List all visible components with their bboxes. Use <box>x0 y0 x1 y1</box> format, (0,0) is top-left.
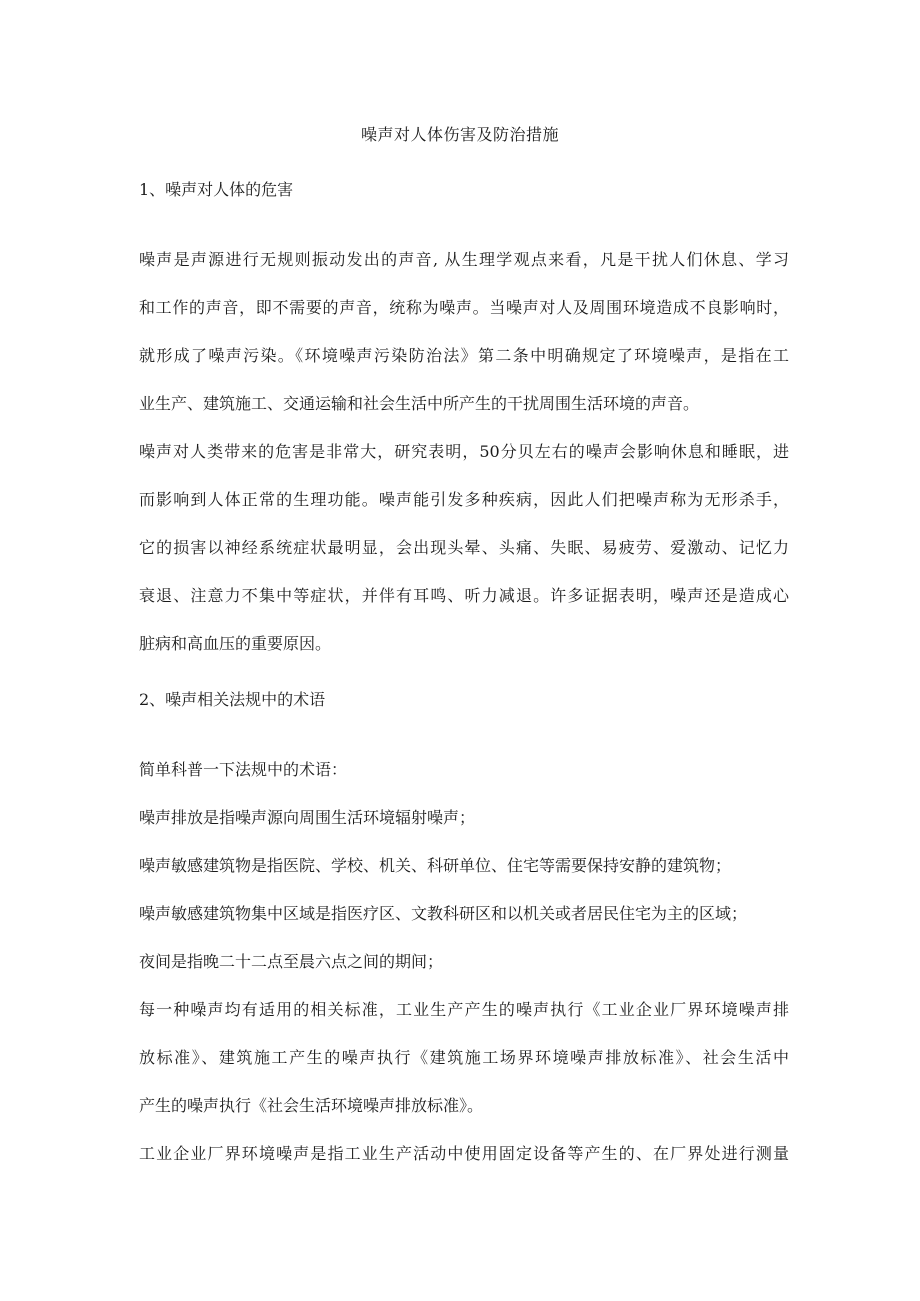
paragraph-line: 而影响到人体正常的生理功能。噪声能引发多种疾病，因此人们把噪声称为无形杀手， <box>139 490 789 509</box>
paragraph-line: 衰退、注意力不集中等症状，并伴有耳鸣、听力减退。许多证据表明，噪声还是造成心 <box>139 586 789 605</box>
section-1-heading: 1、噪声对人体的危害 <box>139 180 294 199</box>
paragraph-line: 噪声对人类带来的危害是非常大，研究表明，50分贝左右的噪声会影响休息和睡眠，进 <box>139 442 789 461</box>
definition-line: 噪声敏感建筑物集中区域是指医疗区、文教科研区和以机关或者居民住宅为主的区域； <box>139 904 748 923</box>
paragraph-line: 脏病和高血压的重要原因。 <box>139 634 332 653</box>
paragraph-line: 和工作的声音，即不需要的声音，统称为噪声。当噪声对人及周围环境造成不良影响时， <box>139 298 789 317</box>
paragraph-line: 工业企业厂界环境噪声是指工业生产活动中使用固定设备等产生的、在厂界处进行测量 <box>139 1144 789 1163</box>
document-title: 噪声对人体伤害及防治措施 <box>360 125 559 144</box>
paragraph-line: 业生产、建筑施工、交通运输和社会生活中所产生的干扰周围生活环境的声音。 <box>139 394 700 413</box>
paragraph-line: 每一种噪声均有适用的相关标准，工业生产产生的噪声执行《工业企业厂界环境噪声排 <box>139 1000 789 1019</box>
section-2-heading: 2、噪声相关法规中的术语 <box>139 690 326 709</box>
definition-line: 夜间是指晚二十二点至晨六点之间的期间； <box>139 952 444 971</box>
paragraph-line: 它的损害以神经系统症状最明显，会出现头晕、头痛、失眠、易疲劳、爱激动、记忆力 <box>139 538 789 557</box>
paragraph-line: 简单科普一下法规中的术语： <box>139 760 348 779</box>
definition-line: 噪声排放是指噪声源向周围生活环境辐射噪声； <box>139 808 476 827</box>
paragraph-line: 噪声是声源进行无规则振动发出的声音, 从生理学观点来看，凡是干扰人们休息、学习 <box>139 250 789 269</box>
paragraph-line: 产生的噪声执行《社会生活环境噪声排放标准》。 <box>139 1096 484 1115</box>
definition-line: 噪声敏感建筑物是指医院、学校、机关、科研单位、住宅等需要保持安静的建筑物； <box>139 856 732 875</box>
paragraph-line: 放标准》、建筑施工产生的噪声执行《建筑施工场界环境噪声排放标准》、社会生活中 <box>139 1048 789 1067</box>
paragraph-line: 就形成了噪声污染。《环境噪声污染防治法》第二条中明确规定了环境噪声，是指在工 <box>139 346 789 365</box>
